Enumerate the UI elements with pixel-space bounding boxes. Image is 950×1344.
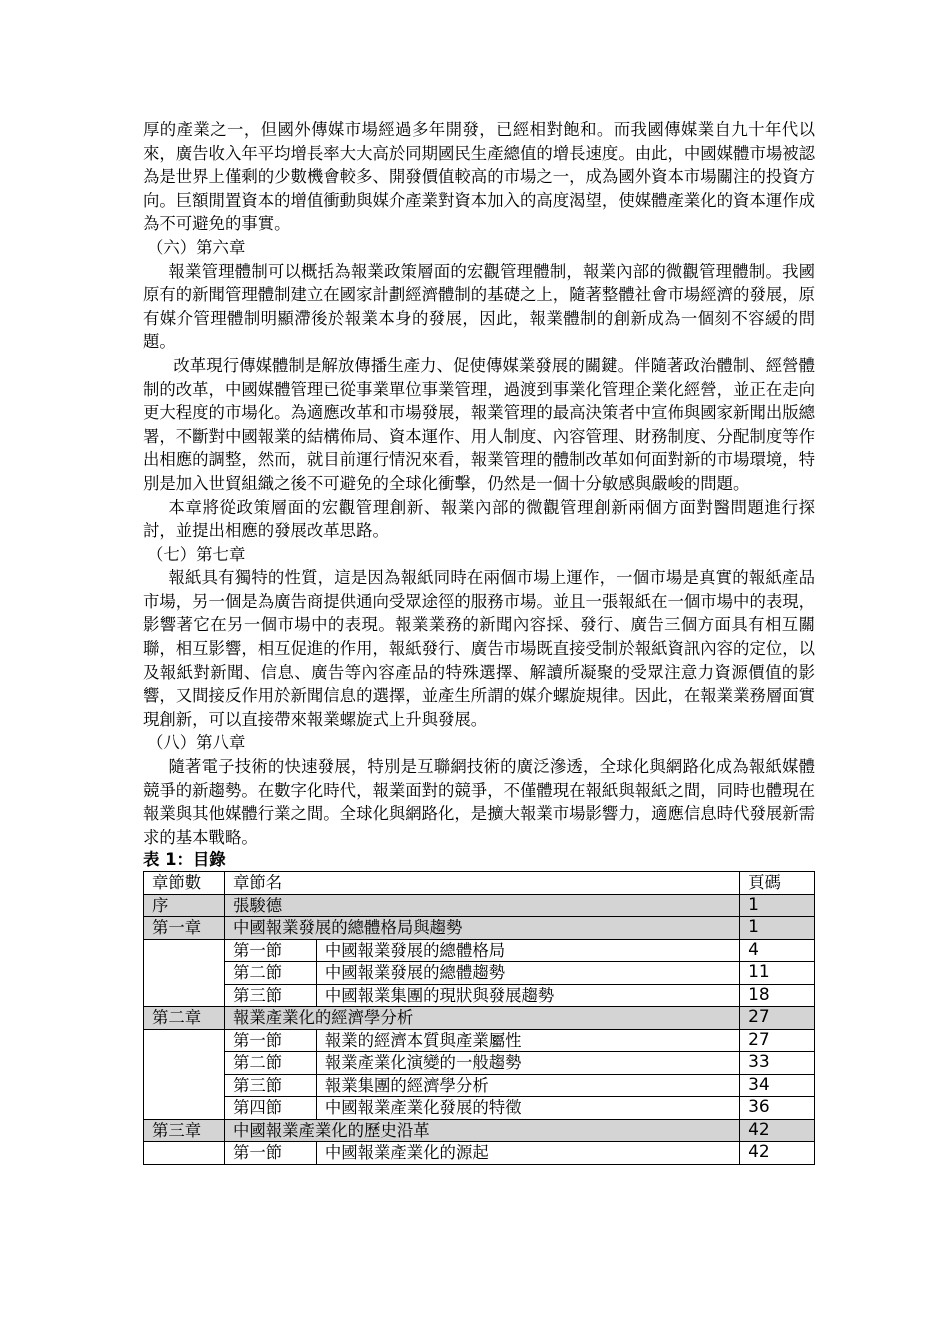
section-cell: 第一節 (224, 1029, 316, 1052)
section-name-cell: 中國報業發展的總體趨勢 (316, 962, 739, 985)
table-header-row (144, 872, 815, 895)
header-name: 章節名 (224, 872, 739, 895)
page-cell: 42 (740, 1142, 815, 1165)
chapter-cell: 第三章 (144, 1119, 225, 1142)
page-cell: 36 (740, 1097, 815, 1120)
toc-table (143, 871, 815, 1165)
table-row-section (144, 1074, 815, 1097)
section-cell: 第一節 (224, 939, 316, 962)
blank-cell (144, 939, 225, 1007)
chapter-name-cell: 中國報業產業化的歷史沿革 (224, 1119, 739, 1142)
section-name-cell: 中國報業產業化發展的特徵 (316, 1097, 739, 1120)
chapter8-paragraph-1: 隨著電子技術的快速發展，特別是互聯網技術的廣泛滲透，全球化與網路化成為報紙媒體競爭的新趨勢。在數字化時代，報業面對的競爭，不僅體現在報紙與報紙之間，同時也體現在報業與其他媒體行業之間。全球化與網路化，是擴大報業市場影響力，適應信息時代發展新需求的基本戰略。 (143, 757, 816, 847)
section-cell: 第二節 (224, 1052, 316, 1075)
chapter-cell: 第二章 (144, 1007, 225, 1030)
chapter-name-cell: 報業產業化的經濟學分析 (224, 1007, 739, 1030)
table-row-section (144, 1029, 815, 1052)
chapter6-paragraph-2: 改革現行傳媒體制是解放傳播生產力、促使傳媒業發展的關鍵。伴隨著政治體制、經營體制的改革，中國媒體管理已從事業單位事業管理，過渡到事業化管理企業化經營，並正在走向更大程度的市場化。為適應改革和市場發展，報業管理的最高決策者中宣佈與國家新聞出版總署，不斷對中國報業的結構佈局、資本運作、用人制度、內容管理、財務制度、分配制度等作出相應的調整，然而，就目前運行情況來看，報業管理的體制改革如何面對新的市場環境，特別是加入世貿組織之後不可避免的全球化衝擊，仍然是一個十分敏感與嚴峻的問題。 (143, 355, 816, 493)
table-row-chapter (144, 1119, 815, 1142)
blank-cell (144, 1142, 225, 1165)
table-row-chapter (144, 917, 815, 940)
table-row-section (144, 1097, 815, 1120)
page-cell: 33 (740, 1052, 815, 1075)
chapter6-heading: （六）第六章 (147, 237, 246, 257)
section-cell: 第三節 (224, 1074, 316, 1097)
table-row-section (144, 1142, 815, 1165)
section-cell: 第三節 (224, 984, 316, 1007)
paragraph-intro: 厚的產業之一，但國外傳媒市場經過多年開發，已經相對飽和。而我國傳媒業自九十年代以來，廣告收入年平均增長率大大高於同期國民生產總值的增長速度。由此，中國媒體市場被認為是世界上僅剩的少數機會較多、開發價值較高的市場之一，成為國外資本市場關注的投資方向。巨額閒置資本的增值衝動與媒介產業對資本加入的高度渴望，使媒體產業化的資本運作成為不可避免的事實。 (143, 120, 816, 234)
blank-cell (144, 1029, 225, 1119)
page-cell: 11 (740, 962, 815, 985)
page-cell: 4 (740, 939, 815, 962)
section-name-cell: 報業的經濟本質與產業屬性 (316, 1029, 739, 1052)
page-cell: 1 (740, 894, 815, 917)
table-row-section (144, 962, 815, 985)
section-cell: 第二節 (224, 962, 316, 985)
section-name-cell: 中國報業產業化的源起 (316, 1142, 739, 1165)
chapter6-paragraph-1: 報業管理體制可以概括為報業政策層面的宏觀管理體制，報業內部的微觀管理體制。我國原有的新聞管理體制建立在國家計劃經濟體制的基礎之上，隨著整體社會市場經濟的發展，原有媒介管理體制明顯滯後於報業本身的發展，因此，報業體制的創新成為一個刻不容緩的問題。 (143, 261, 816, 352)
document-page (143, 118, 815, 1165)
table-row-chapter (144, 894, 815, 917)
table-row-chapter (144, 1007, 815, 1030)
page-cell: 34 (740, 1074, 815, 1097)
chapter7-heading: （七）第七章 (147, 544, 246, 564)
chapter-cell: 第一章 (144, 917, 225, 940)
section-cell: 第四節 (224, 1097, 316, 1120)
page-cell: 27 (740, 1029, 815, 1052)
header-page: 頁碼 (740, 872, 815, 895)
section-name-cell: 中國報業發展的總體格局 (316, 939, 739, 962)
page-cell: 27 (740, 1007, 815, 1030)
section-name-cell: 報業集團的經濟學分析 (316, 1074, 739, 1097)
chapter-name-cell: 中國報業發展的總體格局與趨勢 (224, 917, 739, 940)
chapter-cell: 序 (144, 894, 225, 917)
page-cell: 42 (740, 1119, 815, 1142)
section-name-cell: 報業產業化演變的一般趨勢 (316, 1052, 739, 1075)
table-row-section (144, 939, 815, 962)
chapter7-paragraph-1: 報紙具有獨特的性質，這是因為報紙同時在兩個市場上運作，一個市場是真實的報紙產品市場，另一個是為廣告商提供通向受眾途徑的服務市場。並且一張報紙在一個市場中的表現，影響著它在另一個市場中的表現。報業業務的新聞內容採、發行、廣告三個方面具有相互關聯，相互影響，相互促進的作用，報紙發行、廣告市場既直接受制於報紙資訊內容的定位，以及報紙對新聞、信息、廣告等內容產品的特殊選擇、解讀所凝聚的受眾注意力資源價值的影響，又間接反作用於新聞信息的選擇，並產生所謂的媒介螺旋規律。因此，在報業業務層面實現創新，可以直接帶來報業螺旋式上升與發展。 (143, 568, 816, 729)
section-cell: 第一節 (224, 1142, 316, 1165)
chapter6-paragraph-3: 本章將從政策層面的宏觀管理創新、報業內部的微觀管理創新兩個方面對醫問題進行探討，並提出相應的發展改革思路。 (143, 497, 815, 541)
table-row-section (144, 984, 815, 1007)
section-name-cell: 中國報業集團的現狀與發展趨勢 (316, 984, 739, 1007)
table-row-section (144, 1052, 815, 1075)
page-cell: 18 (740, 984, 815, 1007)
chapter8-heading: （八）第八章 (147, 733, 246, 753)
header-chapter: 章節數 (144, 872, 225, 895)
table-caption: 表 1：目錄 (143, 850, 226, 870)
page-cell: 1 (740, 917, 815, 940)
chapter-name-cell: 張駿德 (224, 894, 739, 917)
